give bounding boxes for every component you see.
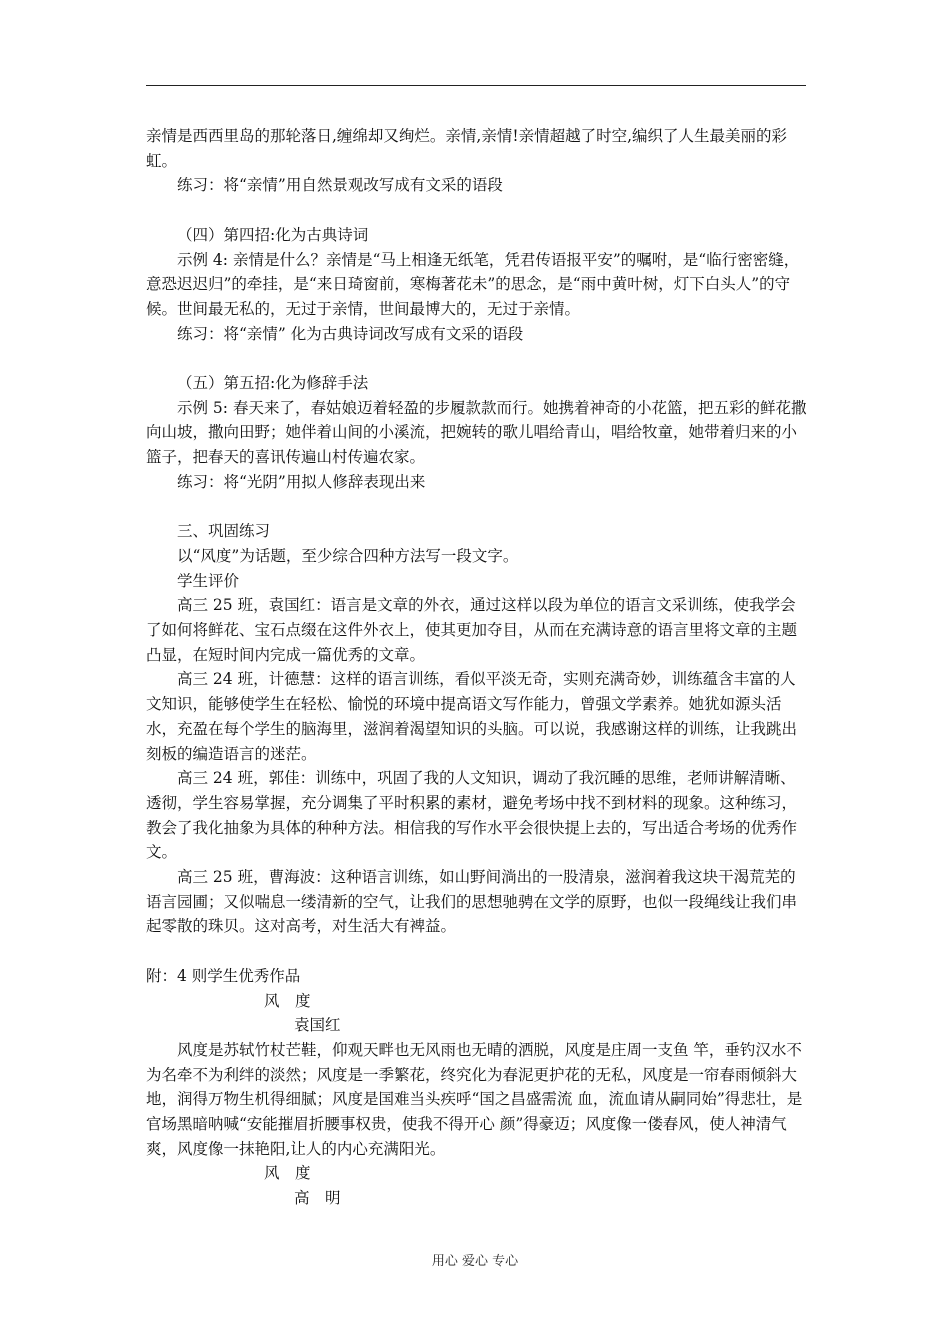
- evaluation-2: 高三 24 班，计德慧：这样的语言训练，看似平淡无奇，实则充满奇妙，训练蕴含丰富的人文知识，能够使学生在轻松、愉悦的环境中提高语文写作能力，曾强文学素养。她犹如源头活水，充盈在每个学生的脑海里，滋润着渴望知识的头脑。可以说，我感谢这样的训练，让我跳出刻板的编造语言的迷茫。: [146, 670, 798, 763]
- page-footer: 用心 爱心 专心: [431, 1254, 519, 1269]
- header-rule: [146, 85, 806, 86]
- work-1-author: 袁国红: [294, 1016, 341, 1035]
- work-2-author: 高 明: [294, 1189, 341, 1208]
- practice-5: 练习：将“光阴”用拟人修辞表现出来: [177, 472, 426, 491]
- evaluation-3: 高三 24 班，郭佳：训练中，巩固了我的人文知识，调动了我沉睡的思维，老师讲解清晰、透彻，学生容易掌握，充分调集了平时积累的素材，避免考场中找不到材料的现象。这种练习，教会了我化抽象为具体的种种方法。相信我的写作水平会很快提上去的，写出适合考场的优秀作文。: [146, 769, 798, 862]
- work-2-title: 风 度: [264, 1164, 311, 1183]
- work-1-body: 风度是苏轼竹杖芒鞋，仰观天畔也无风雨也无晴的洒脱，风度是庄周一支鱼 竿，垂钓汉水不为名牵不为利绊的淡然；风度是一季繁花，终究化为春泥更护花的无私，风度是一帘春雨倾斜大地，润得万物生机得细腻；风度是国难当头疾呼“国之昌盛需流 血，流血请从嗣同始”得悲壮，是官场黑暗呐喊“安能摧眉折腰事权贵，使我不得开心 颜”得豪迈；风度像一偻春风，使人神清气爽，风度像一抹艳阳,让人的内心充满阳光。: [146, 1040, 803, 1158]
- work-1-title: 风 度: [264, 991, 311, 1010]
- practice-nature: 练习：将“亲情”用自然景观改写成有文采的语段: [177, 176, 503, 195]
- practice-4: 练习：将“亲情” 化为古典诗词改写成有文采的语段: [177, 324, 524, 343]
- appendix-heading: 附：4 则学生优秀作品: [146, 966, 301, 985]
- evaluation-1: 高三 25 班，袁国红：语言是文章的外衣，通过这样以段为单位的语言文采训练，使我学会了如何将鲜花、宝石点缀在这件外衣上，使其更加夺目，从而在充满诗意的语言里将文章的主题凸显，在短时间内完成一篇优秀的文章。: [146, 596, 798, 664]
- paragraph-family-sunset: 亲情是西西里岛的那轮落日,缠绵却又绚烂。亲情,亲情!亲情超越了时空,编织了人生最美丽的彩虹。: [146, 127, 788, 170]
- section-heading-4: （四）第四招:化为古典诗词: [177, 225, 369, 244]
- consolidation-task: 以“风度”为话题，至少综合四种方法写一段文字。: [177, 546, 519, 565]
- evaluation-4: 高三 25 班，曹海波：这种语言训练，如山野间淌出的一股清泉，滋润着我这块干渴荒芜的语言园圃；又似喘息一缕清新的空气，让我们的思想驰骋在文学的原野，也似一段绳线让我们串起零散的珠贝。这对高考，对生活大有裨益。: [146, 868, 798, 936]
- document-body: [146, 124, 808, 1211]
- section-heading-3: 三、巩固练习: [177, 522, 271, 541]
- example-5: 示例 5: 春天来了，春姑娘迈着轻盈的步履款款而行。她携着神奇的小花篮，把五彩的鲜花撒向山坡，撒向田野；她伴着山间的小溪流，把婉转的歌儿唱给青山，唱给牧童，她带着归来的小篮子，把春天的喜讯传遍山村传遍农家。: [146, 398, 807, 467]
- evaluation-heading: 学生评价: [177, 571, 240, 590]
- example-4: 示例 4: 亲情是什么？亲情是“马上相逢无纸笔，凭君传语报平安”的嘱咐，是“临行密密缝，意恐迟迟归”的牵挂，是“来日琦窗前，寒梅著花未”的思念，是“雨中黄叶树，灯下白头人”的守候。世间最无私的，无过于亲情，世间最博大的，无过于亲情。: [146, 250, 800, 318]
- section-heading-5: （五）第五招:化为修辞手法: [177, 374, 369, 392]
